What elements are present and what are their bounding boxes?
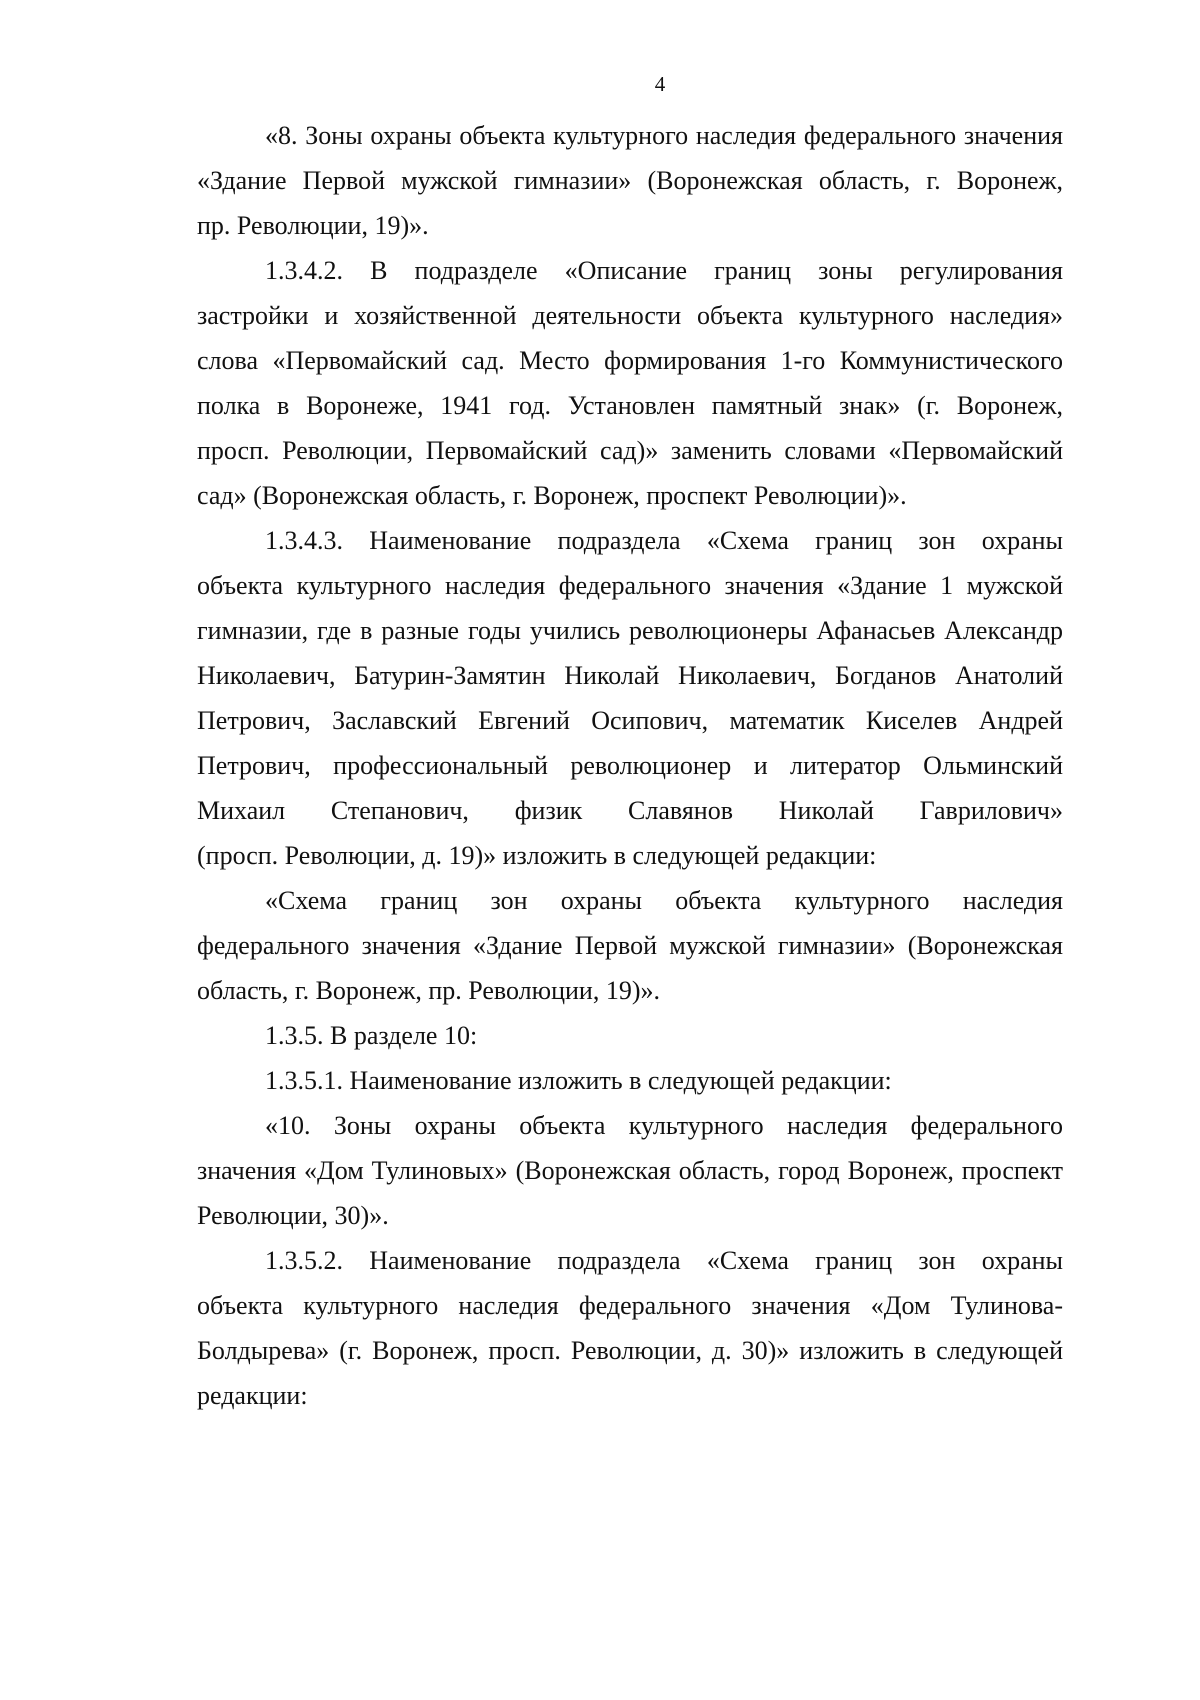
text-line: просп. Революции, Первомайский сад)» заменить словами «Первомайский [197,436,1063,465]
text-line: «Здание Первой мужской гимназии» (Воронежская область, г. Воронеж, [197,166,1063,195]
text-line: 1.3.5.1. Наименование изложить в следующей редакции: [265,1066,892,1095]
text-line: Петрович, Заславский Евгений Осипович, математик Киселев Андрей [197,706,1063,735]
text-line: «8. Зоны охраны объекта культурного наследия федерального значения [265,121,1063,150]
text-line: область, г. Воронеж, пр. Революции, 19)». [197,976,660,1005]
text-line: «Схема границ зон охраны объекта культурного наследия [265,886,1063,915]
text-line: редакции: [197,1381,308,1410]
text-line: Михаил Степанович, физик Славянов Николай Гаврилович» [197,796,1063,825]
text-line: сад» (Воронежская область, г. Воронеж, проспект Революции)». [197,481,907,510]
text-line: застройки и хозяйственной деятельности объекта культурного наследия» [197,301,1063,330]
text-line: «10. Зоны охраны объекта культурного наследия федерального [265,1111,1063,1140]
text-line: (просп. Революции, д. 19)» изложить в следующей редакции: [197,841,877,870]
text-line: Петрович, профессиональный революционер и литератор Ольминский [197,751,1063,780]
text-line: значения «Дом Тулиновых» (Воронежская область, город Воронеж, проспект [197,1156,1063,1185]
text-line: 1.3.5.2. Наименование подраздела «Схема границ зон охраны [265,1246,1063,1275]
text-line: объекта культурного наследия федерального значения «Дом Тулинова- [197,1291,1063,1320]
text-line: Николаевич, Батурин-Замятин Николай Николаевич, Богданов Анатолий [197,661,1063,690]
text-line: гимназии, где в разные годы учились революционеры Афанасьев Александр [197,616,1063,645]
paragraph [197,518,1063,878]
text-line: Революции, 30)». [197,1201,389,1230]
paragraph [197,1013,1063,1058]
text-line: Болдырева» (г. Воронеж, просп. Революции, д. 30)» изложить в следующей [197,1336,1063,1365]
text-line: слова «Первомайский сад. Место формирования 1-го Коммунистического [197,346,1063,375]
paragraph [197,878,1063,1013]
paragraph [197,1103,1063,1238]
text-line: объекта культурного наследия федерального значения «Здание 1 мужской [197,571,1063,600]
paragraph [197,1058,1063,1103]
paragraph [197,113,1063,248]
text-line: 1.3.5. В разделе 10: [265,1021,478,1050]
paragraph [197,1238,1063,1418]
text-line: федерального значения «Здание Первой мужской гимназии» (Воронежская [197,931,1063,960]
page-number: 4 [654,72,666,96]
text-line: пр. Революции, 19)». [197,211,429,240]
text-line: полка в Воронеже, 1941 год. Установлен памятный знак» (г. Воронеж, [197,391,1063,420]
text-line: 1.3.4.3. Наименование подраздела «Схема границ зон охраны [265,526,1063,555]
paragraph [197,248,1063,518]
document-body [197,113,1063,1418]
text-line: 1.3.4.2. В подразделе «Описание границ зоны регулирования [265,256,1063,285]
